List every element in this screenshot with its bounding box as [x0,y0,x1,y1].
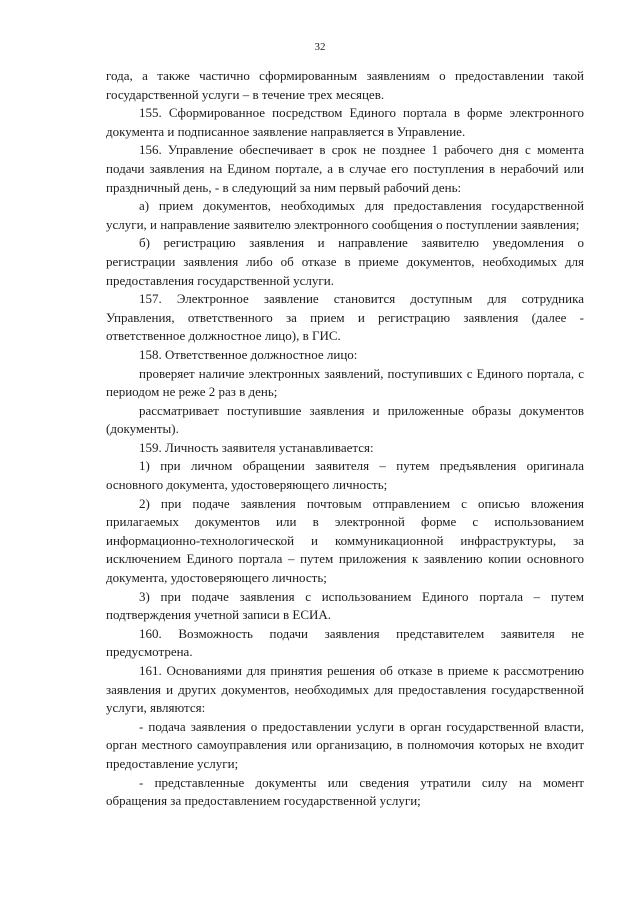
paragraph-159-item-1: 1) при личном обращении заявителя – путем предъявления оригинала основного документа, удостоверяющего личность; [106,458,584,493]
paragraph-161-item-2: - представленные документы или сведения утратили силу на момент обращения за предоставлением государственной услуги; [106,774,584,809]
paragraph-157: 157. Электронное заявление становится доступным для сотрудника Управления, ответственного за прием и регистрацию заявления (далее - ответственное должностное лицо), в ГИС. [106,291,584,344]
paragraph-156: 156. Управление обеспечивает в срок не позднее 1 рабочего дня с момента подачи заявления на Едином портале, а в случае его поступления в нерабочий или праздничный день, - в следующий за ним первый рабочий день: [106,142,584,195]
paragraph-156-a: а) прием документов, необходимых для предоставления государственной услуги, и направление заявителю электронного сообщения о поступлении заявления; [106,198,584,232]
paragraph-continuation: года, а также частично сформированным заявлениям о предоставлении такой государственной услуги – в течение трех месяцев. [106,68,584,102]
paragraph-159-item-2: 2) при подаче заявления почтовым отправлением с описью вложения прилагаемых документов или в электронной форме с использованием информационно-технологической и коммуникационной инфраструктуры, за исключением Единого портала – путем приложения к заявлению копии основного документа, удостоверяющего личность; [106,495,584,586]
paragraph-160: 160. Возможность подачи заявления представителем заявителя не предусмотрена. [106,625,584,660]
paragraph-158-item-1: проверяет наличие электронных заявлений, поступивших с Единого портала, с периодом не реже 2 раз в день; [106,365,584,400]
paragraph-161: 161. Основаниями для принятия решения об отказе в приеме к рассмотрению заявления и других документов, необходимых для предоставления государственной услуги, являются: [106,663,584,716]
paragraph-159-item-3: 3) при подаче заявления с использованием Единого портала – путем подтверждения учетной записи в ЕСИА. [106,588,584,623]
document-body [106,67,584,811]
page-number: 32 [314,41,326,53]
paragraph-161-item-1: - подача заявления о предоставлении услуги в орган государственной власти, орган местного самоуправления или организацию, в полномочия которых не входит предоставление услуги; [106,718,584,771]
paragraph-158-item-2: рассматривает поступившие заявления и приложенные образы документов (документы). [106,402,584,437]
paragraph-155: 155. Сформированное посредством Единого портала в форме электронного документа и подписанное заявление направляется в Управление. [106,105,584,139]
paragraph-158: 158. Ответственное должностное лицо: [139,346,358,362]
paragraph-156-b: б) регистрацию заявления и направление заявителю уведомления о регистрации заявления либо об отказе в приеме документов, необходимых для предоставления государственной услуги. [106,235,584,288]
paragraph-159: 159. Личность заявителя устанавливается: [139,439,374,455]
